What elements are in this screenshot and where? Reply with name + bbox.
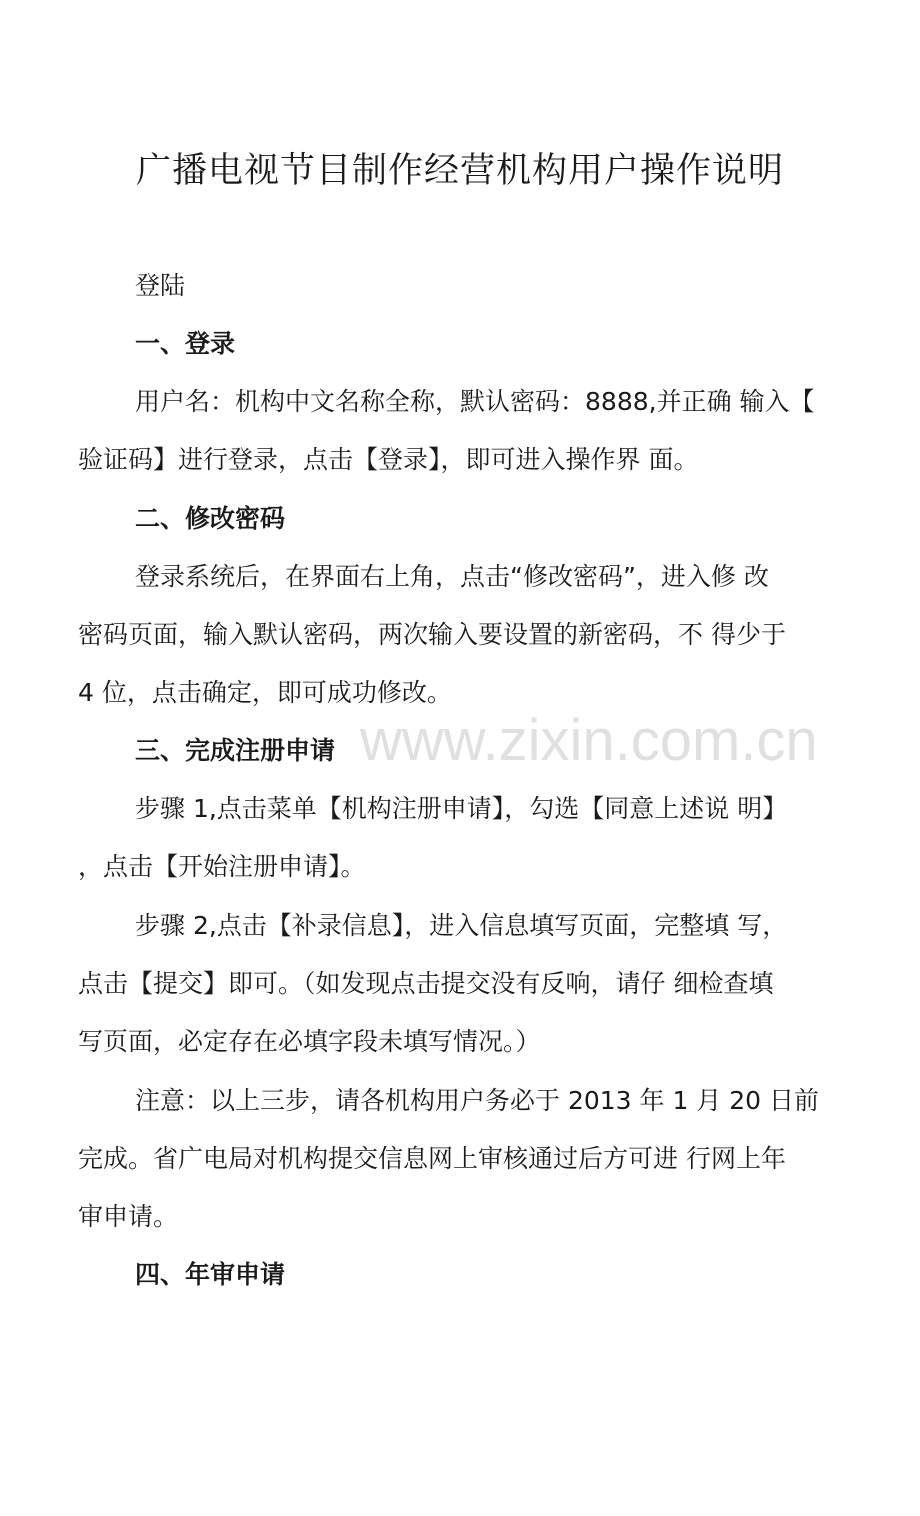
note-line-1: 注意：以上三步，请各机构用户务必于 2013 年 1 月 20 日前 [135,1086,820,1115]
section2-line-3: 4 位，点击确定，即可成功修改。 [78,678,452,707]
section1-line-1: 用户名：机构中文名称全称，默认密码：8888,并正确 输入【 [135,387,815,416]
step1-line-2: ，点击【开始注册申请】。 [78,852,366,881]
note-line-3: 审申请。 [78,1202,179,1231]
section2-line-2: 密码页面，输入默认密码，两次输入要设置的新密码，不 得少于 [78,620,786,649]
section3-note [78,1072,846,1246]
section1-paragraph [78,373,846,489]
section3-heading: 三、完成注册申请 [135,736,336,765]
note-line-2: 完成。省广电局对机构提交信息网上审核通过后方可进 行网上年 [78,1144,786,1173]
step2-line-3: 写页面，必定存在必填字段未填写情况。） [78,1027,541,1056]
watermark: www.zixin.com.cn [360,708,818,773]
document-title: 广播电视节目制作经营机构用户操作说明 [135,151,784,191]
section2-paragraph [78,548,846,722]
section3-step2 [78,897,846,1071]
step2-line-1: 步骤 2,点击【补录信息】，进入信息填写页面，完整填 写， [135,911,788,940]
step1-line-1: 步骤 1,点击菜单【机构注册申请】，勾选【同意上述说 明】 [135,794,788,823]
section4-heading: 四、年审申请 [135,1260,286,1289]
section1-heading: 一、登录 [135,329,236,358]
section2-line-1: 登录系统后，在界面右上角，点击“修改密码”，进入修 改 [135,562,769,591]
section2-heading: 二、修改密码 [135,504,286,533]
step2-line-2: 点击【提交】即可。（如发现点击提交没有反响，请仔 细检查填 [78,969,774,998]
intro-text: 登陆 [135,271,186,300]
section1-line-2: 验证码】进行登录，点击【登录】，即可进入操作界 面。 [78,445,699,474]
section3-step1 [78,780,846,896]
